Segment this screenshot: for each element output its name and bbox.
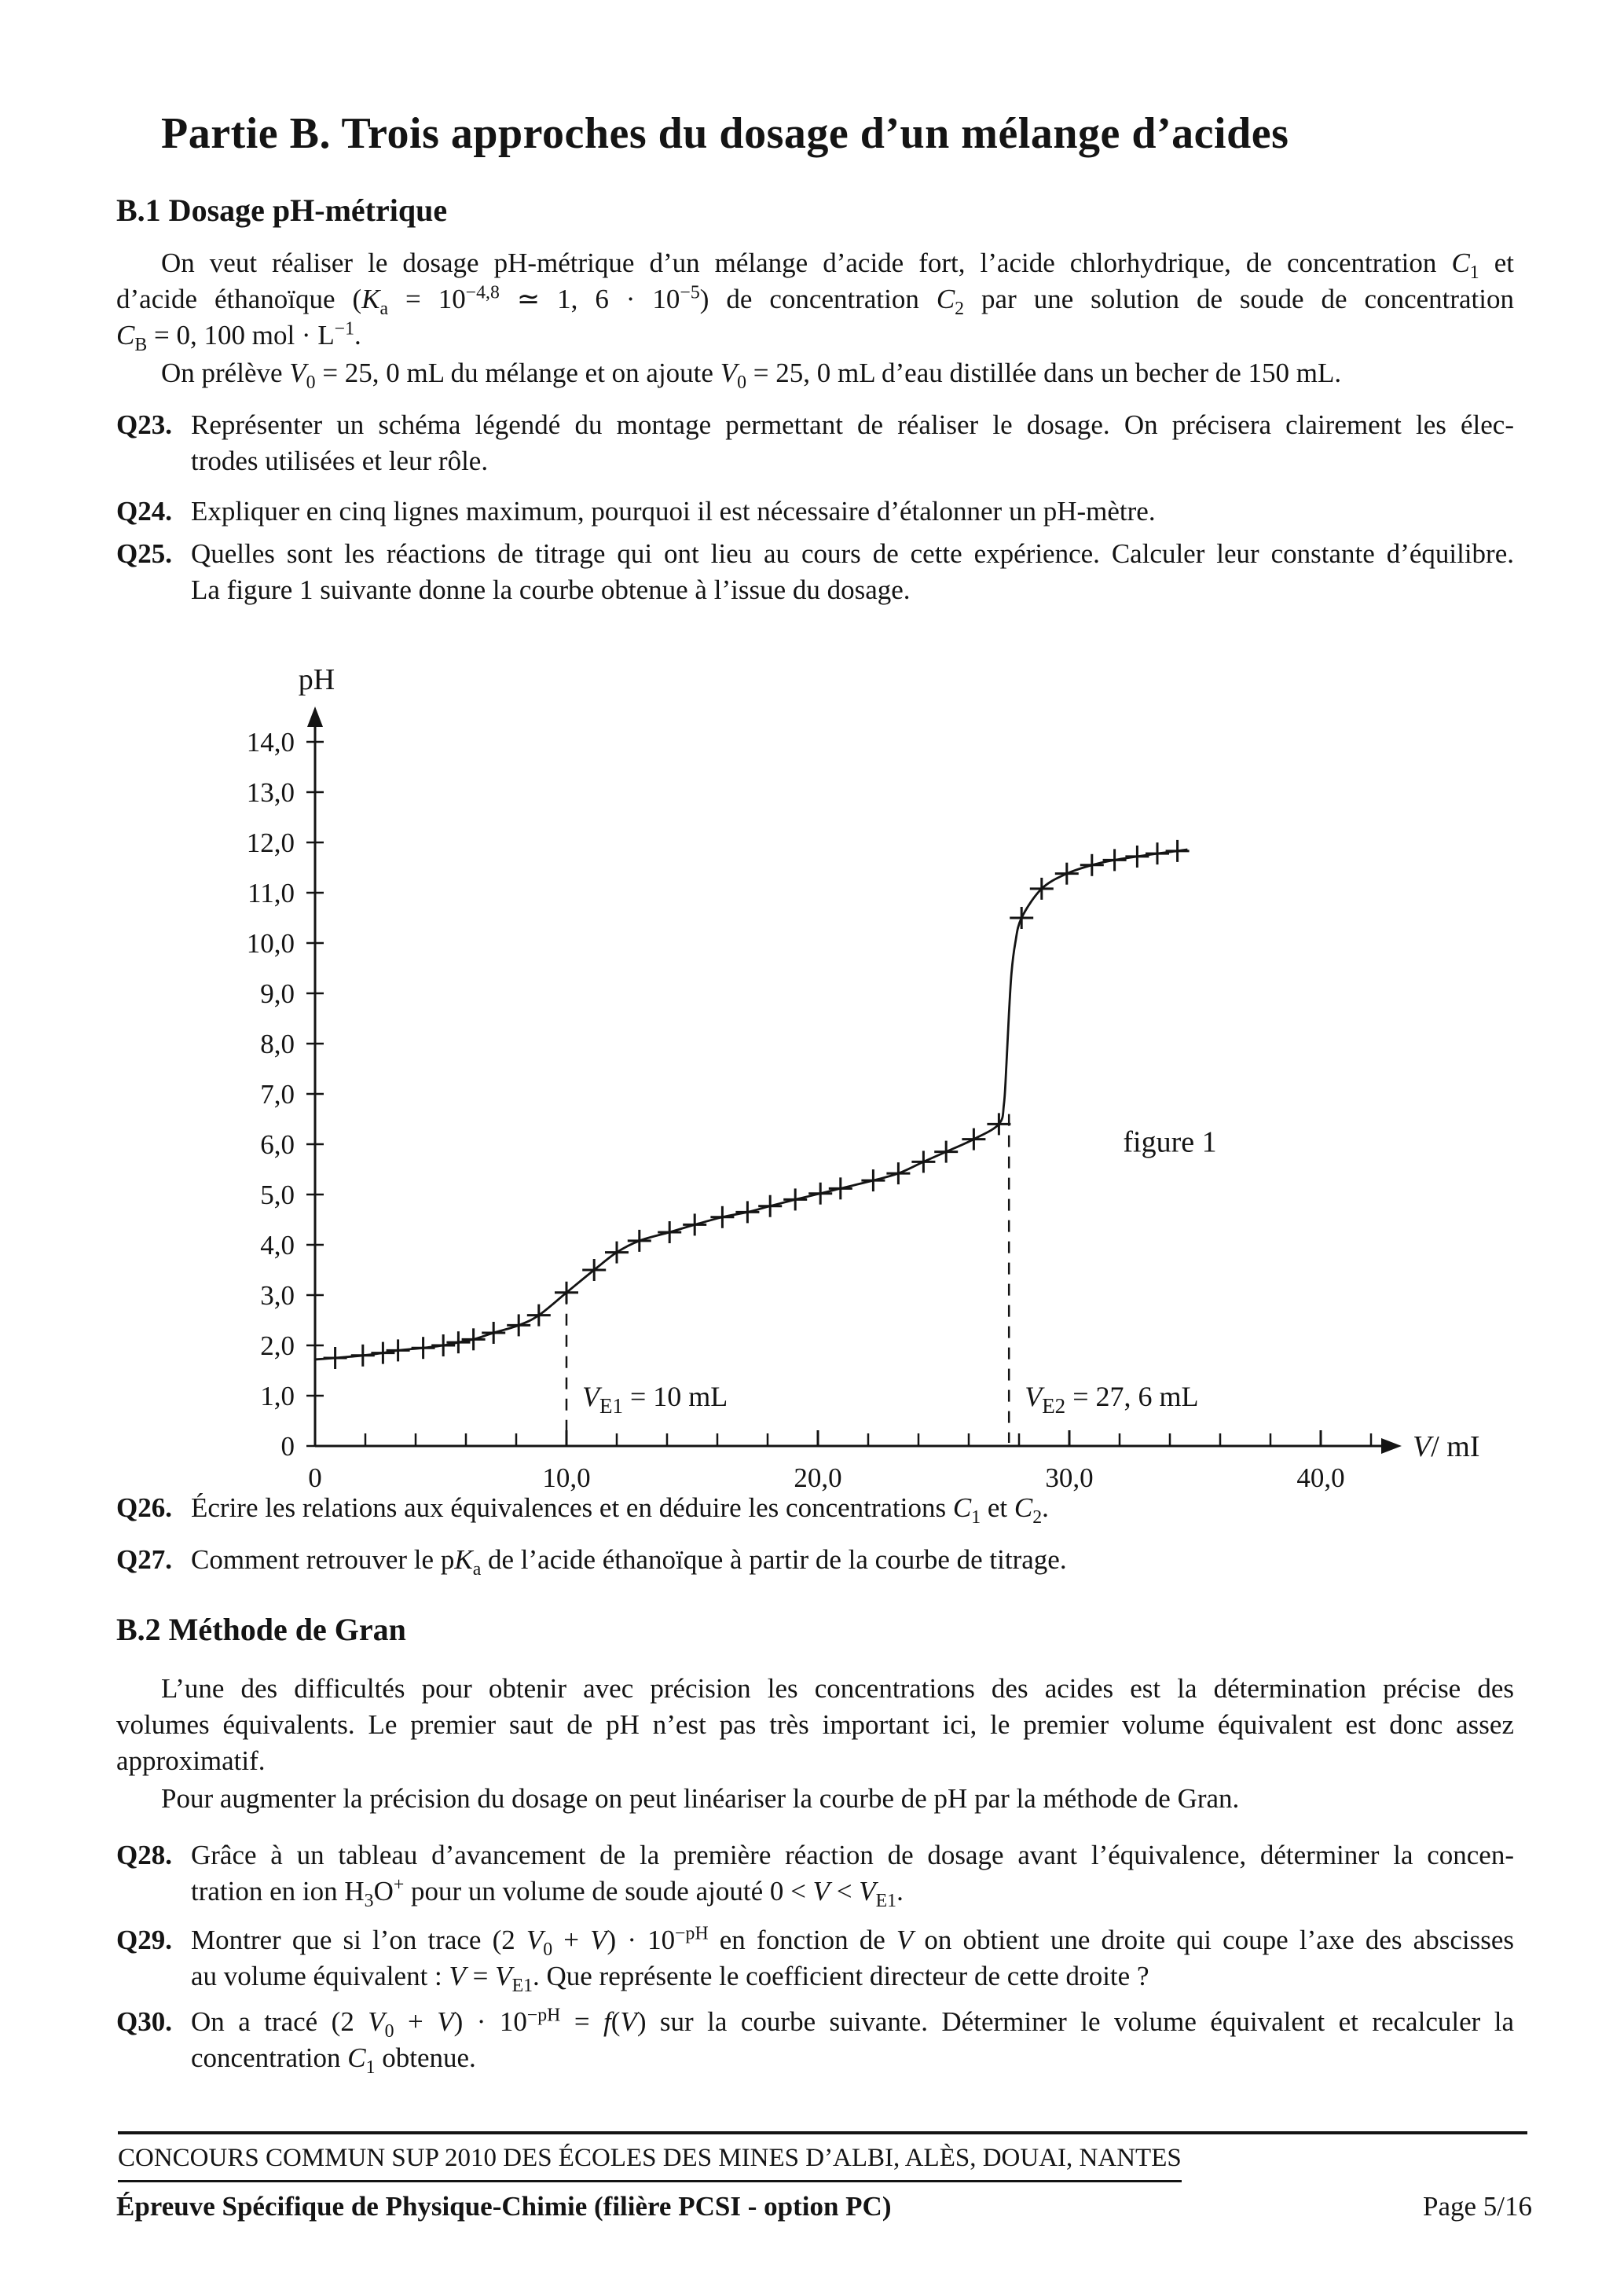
question-q28: [116, 1837, 1514, 1910]
svg-text:11,0: 11,0: [247, 878, 295, 908]
svg-text:0: 0: [308, 1462, 322, 1493]
question-label: Q24.: [116, 496, 172, 527]
sample-paragraph: [116, 355, 1514, 391]
svg-text:3,0: 3,0: [260, 1280, 295, 1311]
section-b2-heading: B.2 Méthode de Gran: [116, 1612, 406, 1647]
footer-rule: [118, 2131, 1527, 2134]
svg-text:12,0: 12,0: [246, 828, 295, 858]
paragraph-line: d’acide éthanoïque ($K_a = 10^{-4,8}$ ≃ 1, $6 \cdot 10^{-5}$) de concentration $C_2$ par une solution de soude de concentration: [116, 282, 1515, 319]
axes: [247, 663, 1480, 1493]
svg-text:1,0: 1,0: [260, 1381, 295, 1411]
svg-text:40,0: 40,0: [1296, 1462, 1345, 1493]
curve: [315, 850, 1187, 1360]
svg-text:0: 0: [280, 1431, 295, 1462]
paragraph-line: On prélève $V_0 = 25$, 0 mL du mélange et on ajoute $V_0 = 25$, 0 mL d’eau distillée dans un becher de 150 mL.: [161, 358, 1342, 393]
svg-text:30,0: 30,0: [1045, 1462, 1094, 1493]
question-line: Représenter un schéma légendé du montage permettant de réaliser le dosage. On précisera clairement les élec-: [191, 409, 1514, 440]
footer-page-number: Page 5/16: [1422, 2191, 1532, 2222]
question-line: Grâce à un tableau d’avancement de la première réaction de dosage avant l’équivalence, déterminer la concen-: [191, 1840, 1514, 1870]
question-line: Comment retrouver le $pK_a$ de l’acide éthanoïque à partir de la courbe de titrage.: [191, 1544, 1067, 1580]
svg-text:14,0: 14,0: [246, 727, 295, 758]
figure-1-chart: [212, 648, 1548, 1505]
svg-text:7,0: 7,0: [260, 1079, 295, 1110]
question-line: Expliquer en cinq lignes maximum, pourquoi il est nécessaire d’étalonner un pH-mètre.: [191, 496, 1156, 527]
paragraph-line: approximatif.: [116, 1745, 266, 1776]
svg-text:6,0: 6,0: [260, 1129, 295, 1160]
svg-text:9,0: 9,0: [260, 978, 295, 1009]
question-line: trodes utilisées et leur rôle.: [191, 446, 489, 476]
footer-concours-text: CONCOURS COMMUN SUP 2010 DES ÉCOLES DES MINES D’ALBI, ALÈS, DOUAI, NANTES: [118, 2144, 1182, 2182]
question-line: Montrer que si l’on trace (2 $V_0 + V) \cdot 10^{-pH}$ en fonction de V on obtient une droite qui coupe l’axe des abscisses: [191, 1923, 1514, 1960]
paragraph-line: On veut réaliser le dosage pH-métrique d’un mélange d’acide fort, l’acide chlorhydrique, de concentration $C_1$ et: [161, 248, 1514, 283]
svg-text:5,0: 5,0: [260, 1180, 295, 1210]
svg-text:8,0: 8,0: [260, 1029, 295, 1059]
titration-curve-svg: [212, 648, 1548, 1505]
equivalence-lines: [566, 1114, 1198, 1443]
question-label: Q23.: [116, 409, 172, 440]
question-line: On a tracé (2 $V_0 + V) \cdot 10^{-pH} = f(V)$ sur la courbe suivante. Déterminer le volume équivalent et recalculer la: [191, 2005, 1514, 2042]
question-q29: [116, 1922, 1514, 1995]
svg-text:V/ mI: V/ mI: [1413, 1430, 1480, 1463]
svg-text:4,0: 4,0: [260, 1230, 295, 1261]
gran-paragraph: [116, 1671, 1514, 1779]
question-label: Q28.: [116, 1840, 172, 1870]
question-line: Quelles sont les réactions de titrage qui ont lieu au cours de cette expérience. Calculer leur constante d’équilibre.: [191, 538, 1514, 569]
paragraph-line: volumes équivalents. Le premier saut de pH n’est pas très important ici, le premier volume équivalent est donc assez: [116, 1709, 1514, 1740]
question-label: Q30.: [116, 2006, 172, 2037]
svg-text:10,0: 10,0: [246, 928, 295, 959]
question-q27: [116, 1542, 1514, 1578]
question-line: La figure 1 suivante donne la courbe obtenue à l’issue du dosage.: [191, 574, 911, 605]
question-q30: [116, 2004, 1514, 2076]
question-line: concentration $C_1$ obtenue.: [191, 2042, 476, 2078]
footer-exam-title: Épreuve Spécifique de Physique-Chimie (filière PCSI - option PC): [116, 2191, 892, 2222]
question-q25: [116, 536, 1514, 608]
question-line: Écrire les relations aux équivalences et en déduire les concentrations $C_1$ et $C_2$.: [191, 1492, 1049, 1528]
footer-concours-line: [118, 2144, 1182, 2182]
question-label: Q27.: [116, 1544, 172, 1575]
intro-paragraph: [116, 245, 1514, 354]
question-q26: [116, 1490, 1514, 1526]
question-label: Q25.: [116, 538, 172, 569]
svg-text:13,0: 13,0: [246, 777, 295, 808]
data-points: [324, 840, 1190, 1369]
svg-text:VE1 = 10 mL: $V_{E1} = 10$ mL: [582, 1380, 728, 1418]
paragraph-line: L’une des difficultés pour obtenir avec précision les concentrations des acides est la détermination précise des: [161, 1673, 1514, 1704]
svg-text:2,0: 2,0: [260, 1330, 295, 1361]
question-line: tration en ion $H_3O^+$ pour un volume de soude ajouté $0 < V < V_{E1}$.: [191, 1874, 904, 1911]
svg-text:figure 1: figure 1: [1123, 1125, 1217, 1159]
paragraph-line: $C_B = 0$, 100 mol · $L^{-1}$.: [116, 318, 361, 355]
question-label: Q26.: [116, 1492, 172, 1523]
svg-text:VE2 = 27, 6 mL: $V_{E2} = 27$, 6 mL: [1025, 1380, 1199, 1418]
question-label: Q29.: [116, 1925, 172, 1955]
question-q24: [116, 494, 1514, 530]
paragraph-line: Pour augmenter la précision du dosage on peut linéariser la courbe de pH par la méthode de Gran.: [161, 1783, 1240, 1814]
svg-text:20,0: 20,0: [794, 1462, 842, 1493]
page-title: Partie B. Trois approches du dosage d’un mélange d’acides: [161, 109, 1289, 158]
annotation: [1123, 1126, 1216, 1159]
section-b1-heading: B.1 Dosage pH-métrique: [116, 193, 448, 228]
question-line: au volume équivalent : $V = V_{E1}$. Que représente le coefficient directeur de cette droite ?: [191, 1961, 1149, 1996]
svg-text:pH: pH: [298, 663, 335, 696]
question-q23: [116, 407, 1514, 479]
footer-exam-line: [116, 2191, 1532, 2222]
svg-text:10,0: 10,0: [542, 1462, 591, 1493]
gran-paragraph-2: [116, 1781, 1514, 1817]
